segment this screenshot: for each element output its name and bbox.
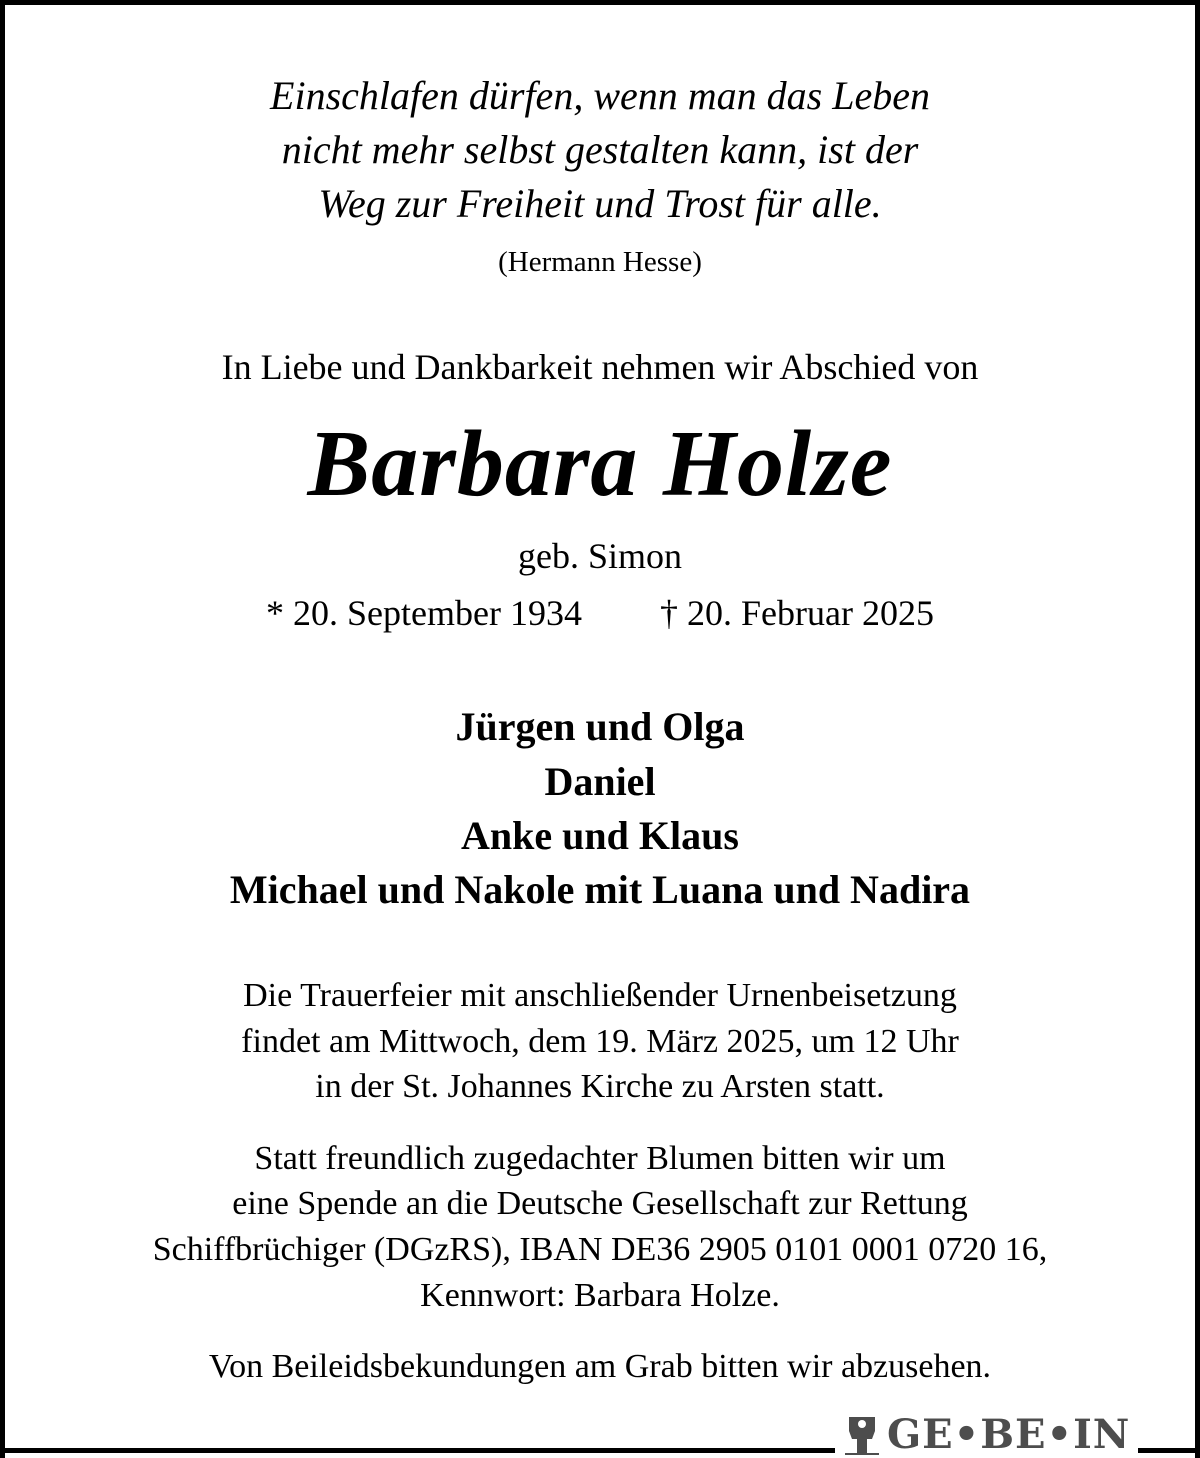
donation-line: Kennwort: Barbara Holze. <box>420 1277 780 1314</box>
maiden-name: geb. Simon <box>517 536 682 576</box>
bottom-rule <box>1138 1448 1200 1453</box>
gebein-logo <box>845 1411 1135 1458</box>
quote-line: Weg zur Freiheit und Trost für alle. <box>318 181 882 226</box>
deceased-name: Barbara Holze <box>307 412 893 516</box>
mourner-name: Michael und Nakole mit Luana und Nadira <box>229 867 971 912</box>
birth-date: * 20. September 1934 <box>266 593 582 633</box>
donation-line: eine Spende an die Deutsche Gesellschaft zur Rettung <box>232 1185 968 1222</box>
ceremony-line: in der St. Johannes Kirche zu Arsten statt. <box>315 1068 885 1105</box>
life-dates <box>0 592 1200 634</box>
donation-line: Schiffbrüchiger (DGzRS), IBAN DE36 2905 0101 0001 0720 16, <box>152 1231 1048 1268</box>
intro-text: In Liebe und Dankbarkeit nehmen wir Abschied von <box>221 347 979 387</box>
gebein-figure-icon <box>845 1415 879 1455</box>
ceremony-line: findet am Mittwoch, dem 19. März 2025, um 12 Uhr <box>241 1023 959 1060</box>
donation-line: Statt freundlich zugedachter Blumen bitten wir um <box>254 1140 946 1177</box>
quote-line: nicht mehr selbst gestalten kann, ist der <box>281 127 919 172</box>
closing-text: Von Beileidsbekundungen am Grab bitten wir abzusehen. <box>208 1348 992 1385</box>
death-date: † 20. Februar 2025 <box>659 593 934 633</box>
bottom-rule <box>0 1448 835 1453</box>
quote-author: (Hermann Hesse) <box>498 246 702 278</box>
logo-text: GE•BE•IN <box>887 1411 1131 1458</box>
mourner-name: Daniel <box>544 759 656 804</box>
mourner-name: Jürgen und Olga <box>455 704 745 749</box>
quote-line: Einschlafen dürfen, wenn man das Leben <box>270 73 930 118</box>
ceremony-line: Die Trauerfeier mit anschließender Urnenbeisetzung <box>243 977 957 1014</box>
mourner-name: Anke und Klaus <box>461 813 739 858</box>
